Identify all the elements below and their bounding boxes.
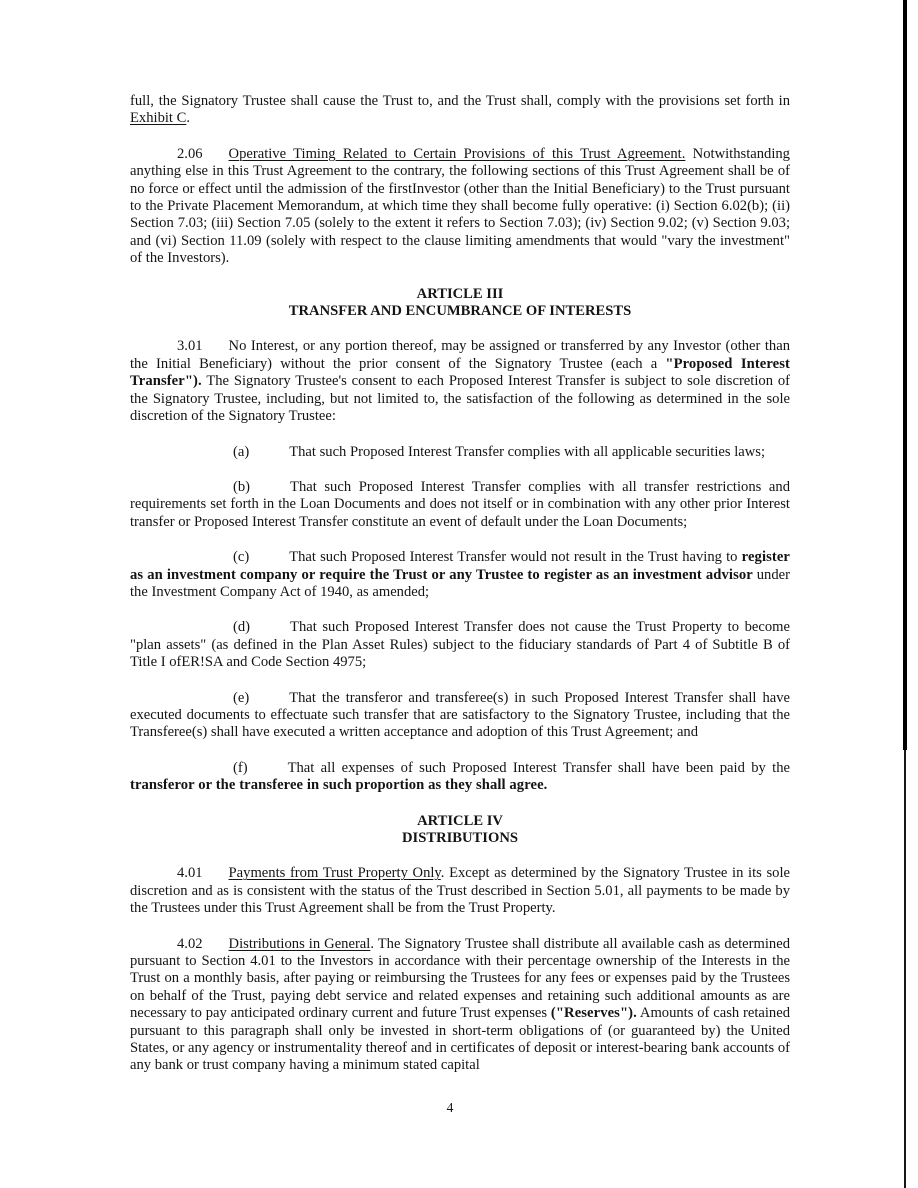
list-item-f (130, 760, 790, 795)
list-item-a-label: (a) (233, 443, 250, 460)
section-4-02 (130, 936, 790, 1075)
section-2-06 (130, 146, 790, 268)
paragraph-continuation-period: . (186, 110, 191, 127)
section-4-02-body-1: . The Signatory Trustee shall distribute all available cash as determined pursuant to Section 4.01 to the Investors in accordance with their percentage ownership of the Interests in the Trust on a monthly basis, after paying or reimbursing the Trustees for any fees or expenses paid by the Trustees on behalf of the Trust, paying debt service and related expenses and retaining such additional amounts as are necessary to pay anticipated ordinary current and future Trust expenses (130, 935, 790, 1022)
list-item-c-label: (c) (233, 549, 250, 566)
list-item-f-bold: transferor or the transferee in such proportion as they shall agree. (130, 777, 548, 794)
page-number: 4 (446, 1100, 454, 1115)
scan-artifact-line-thick (903, 0, 907, 750)
section-4-01-number: 4.01 (177, 865, 203, 882)
section-4-02-body-2: Amounts of cash retained pursuant to this paragraph shall only be invested in short-term obligations of (or guaranteed by) the United States, or any agency or instrumentality thereof and in certificates of deposit or interest-bearing bank accounts of any bank or trust company having a minimum stated capital (130, 1005, 790, 1074)
paragraph-continuation-text: full, the Signatory Trustee shall cause the Trust to, and the Trust shall, comply with the provisions set forth in (130, 93, 790, 109)
list-item-b-text: That such Proposed Interest Transfer complies with all transfer restrictions and requirements set forth in the Loan Documents and does not itself or in combination with any other prior Interest transfer or Proposed Interest Transfer constitute an event of default under the Loan Documents; (130, 478, 790, 530)
scan-artifact-line-thin (904, 750, 906, 1188)
section-2-06-body: Notwithstanding anything else in this Trust Agreement to the contrary, the following sections of this Trust Agreement shall be of no force or effect until the admission of the firstInvestor (other than the Initial Beneficiary) to the Trust pursuant to the Private Placement Memorandum, at which time they shall become fully operative: (i) Section 6.02(b); (ii) Section 7.03; (iii) Section 7.05 (solely to the extent it refers to Section 7.03); (iv) Section 9.02; (v) Section 9.03; and (vi) Section 11.09 (solely with respect to the clause limiting amendments that would "vary the investment" of the Investors). (130, 145, 790, 267)
section-3-01-body-2: The Signatory Trustee's consent to each Proposed Interest Transfer is subject to sole discretion of the Signatory Trustee, including, but not limited to, the satisfaction of the following as determined in the sole discretion of the Signatory Trustee: (130, 373, 790, 425)
list-item-b-label: (b) (233, 478, 251, 495)
list-item-d-label: (d) (233, 619, 251, 636)
paragraph-continuation (130, 93, 790, 128)
list-item-e-label: (e) (233, 689, 250, 706)
list-item-b (130, 479, 790, 531)
article-iii-subtitle: TRANSFER AND ENCUMBRANCE OF INTERESTS (288, 303, 632, 320)
section-2-06-heading: Operative Timing Related to Certain Provisions of this Trust Agreement. (228, 145, 686, 162)
section-2-06-number: 2.06 (177, 145, 203, 162)
list-item-f-text-1: That all expenses of such Proposed Interest Transfer shall have been paid by the (287, 759, 790, 776)
list-item-f-label: (f) (233, 759, 248, 776)
exhibit-c-reference: Exhibit C (130, 110, 187, 127)
section-3-01-bold-term: "Proposed Interest Transfer"). (130, 355, 790, 390)
section-4-02-bold-term: ("Reserves"). (550, 1005, 637, 1022)
list-item-a (130, 444, 790, 461)
article-iv-heading (130, 813, 790, 848)
section-4-02-number: 4.02 (177, 935, 203, 952)
article-iv-title: ARTICLE IV (417, 812, 503, 829)
list-item-c (130, 549, 790, 601)
section-4-01-heading: Payments from Trust Property Only (228, 865, 441, 882)
list-item-d (130, 619, 790, 671)
list-item-a-text: That such Proposed Interest Transfer complies with all applicable securities laws; (289, 443, 766, 460)
document-body (130, 93, 790, 1075)
list-item-e-text: That the transferor and transferee(s) in such Proposed Interest Transfer shall have executed documents to effectuate such transfer that are satisfactory to the Signatory Trustee, including that the Transferee(s) shall have executed a written acceptance and adoption of this Trust Agreement; and (130, 689, 790, 741)
list-item-c-text-1: That such Proposed Interest Transfer would not result in the Trust having to (289, 549, 742, 566)
list-item-d-text: That such Proposed Interest Transfer does not cause the Trust Property to become "plan assets" (as defined in the Plan Asset Rules) subject to the fiduciary standards of Part 4 of Subtitle B of Title I ofER!SA and Code Section 4975; (130, 619, 790, 671)
section-3-01-number: 3.01 (177, 338, 203, 355)
article-iv-subtitle: DISTRIBUTIONS (402, 830, 518, 846)
article-iii-heading (130, 286, 790, 321)
section-4-01-body: . Except as determined by the Signatory Trustee in its sole discretion and as is consistent with the status of the Trust described in Section 5.01, all payments to be made by the Trustees under this Trust Agreement shall be from the Trust Property. (130, 865, 790, 917)
article-iii-title: ARTICLE III (416, 285, 504, 302)
section-3-01 (130, 338, 790, 425)
section-3-01-body-1: No Interest, or any portion thereof, may be assigned or transferred by any Investor (other than the Initial Beneficiary) without the prior consent of the Signatory Trustee (each a (130, 338, 790, 372)
list-item-e (130, 690, 790, 742)
list-item-c-bold: register as an investment company or require the Trust or any Trustee to register as an investment advisor (130, 549, 790, 583)
section-4-02-heading: Distributions in General (228, 935, 371, 952)
section-4-01 (130, 865, 790, 917)
list-item-c-text-2: under the Investment Company Act of 1940, as amended; (130, 566, 790, 600)
